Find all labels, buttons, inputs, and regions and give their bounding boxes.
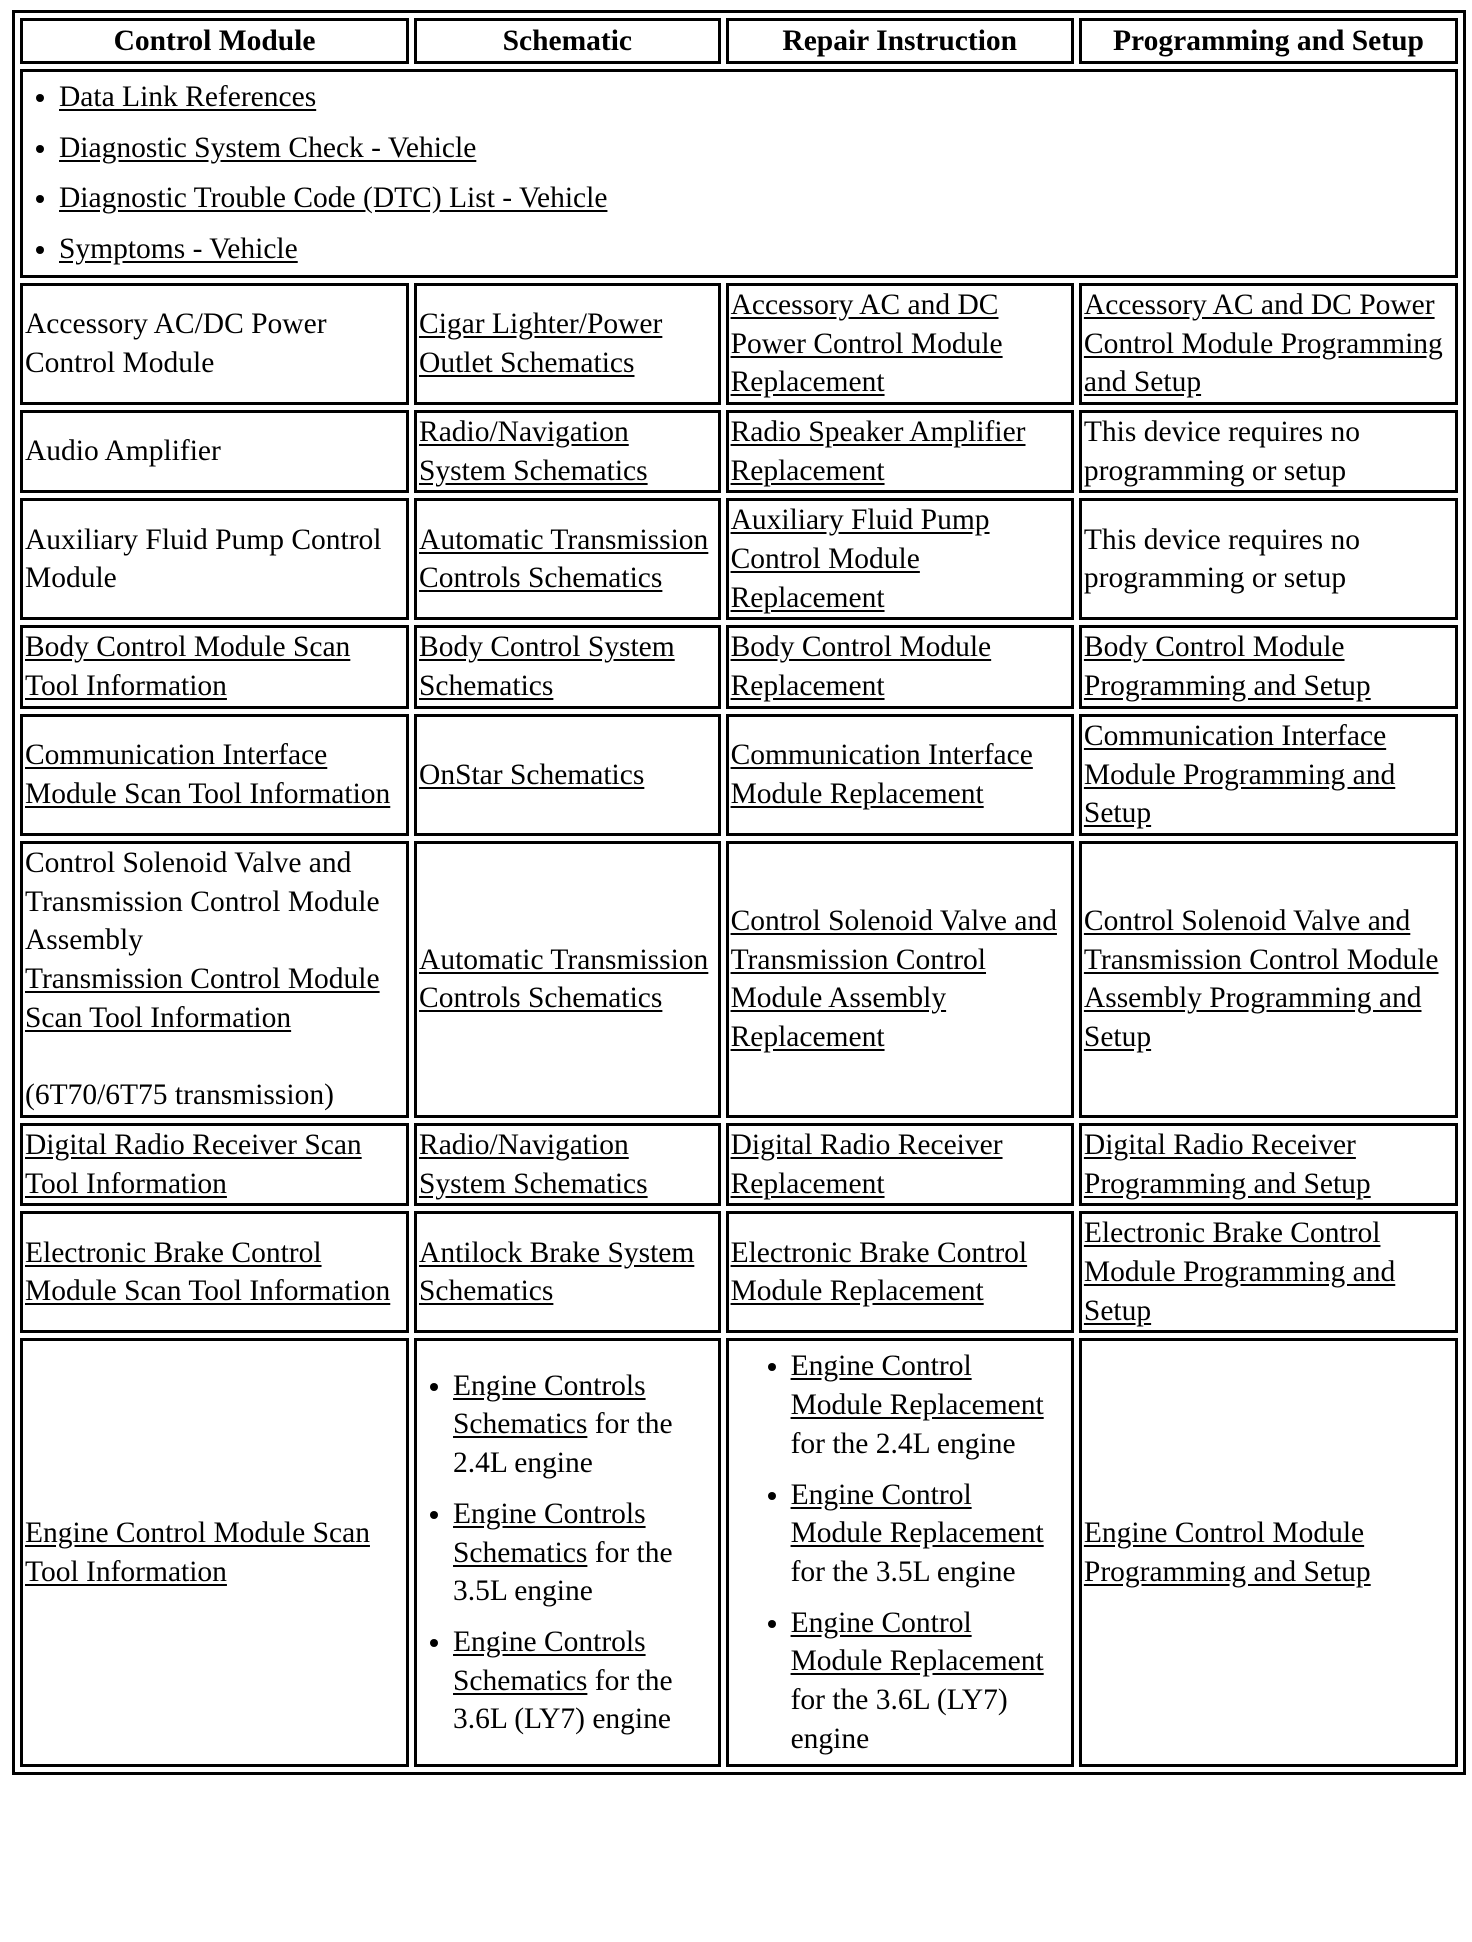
module-link[interactable]: Engine Control Module Scan Tool Information <box>25 1517 370 1588</box>
table-row <box>20 498 1458 620</box>
table-row <box>20 1123 1458 1206</box>
module-link[interactable]: Transmission Control Module Scan Tool Information <box>25 963 380 1034</box>
repair-cell <box>726 714 1074 836</box>
schematic-cell <box>414 1338 721 1767</box>
programming-link[interactable]: Electronic Brake Control Module Programming and Setup <box>1083 1217 1396 1327</box>
repair-cell <box>726 498 1074 620</box>
repair-cell <box>726 283 1074 405</box>
repair-cell <box>726 1123 1074 1206</box>
repair-cell <box>726 410 1074 493</box>
repair-link[interactable]: Control Solenoid Valve and Transmission Control Module Assembly Replacement <box>730 905 1057 1054</box>
engine-suffix: for the 3.5L engine <box>453 1536 673 1608</box>
symptoms-link[interactable]: Symptoms - Vehicle <box>59 233 298 266</box>
data-link-references-link[interactable]: Data Link References <box>59 81 317 113</box>
schematic-link[interactable]: Automatic Transmission Controls Schematics <box>419 523 709 595</box>
programming-link[interactable]: Engine Control Module Programming and Setup <box>1083 1517 1371 1588</box>
schematic-cell <box>414 714 721 836</box>
programming-link[interactable]: Accessory AC and DC Power Control Module Programming and Setup <box>1083 288 1443 399</box>
module-cell <box>20 841 409 1118</box>
dtc-list-link[interactable]: Diagnostic Trouble Code (DTC) List - Vehicle <box>59 182 608 215</box>
repair-link[interactable]: Engine Control Module Replacement <box>790 1606 1044 1678</box>
programming-cell <box>1079 1211 1458 1333</box>
module-cell: Audio Amplifier <box>20 410 409 493</box>
module-cell <box>20 625 409 708</box>
programming-cell <box>1079 283 1458 405</box>
repair-cell <box>726 1211 1074 1333</box>
repair-list <box>731 1341 1069 1764</box>
list-item <box>453 1617 716 1745</box>
engine-suffix: for the 3.6L (LY7) engine <box>790 1684 1008 1755</box>
module-cell <box>20 714 409 836</box>
schematic-link[interactable]: Antilock Brake System Schematics <box>419 1236 695 1308</box>
table-row <box>20 841 1458 1118</box>
header-repair-instruction: Repair Instruction <box>726 18 1074 64</box>
table-row <box>20 625 1458 708</box>
schematic-cell <box>414 1123 721 1206</box>
schematic-link[interactable]: Radio/Navigation System Schematics <box>419 1128 648 1200</box>
engine-suffix: for the 3.6L (LY7) engine <box>453 1664 673 1736</box>
schematic-link[interactable]: OnStar Schematics <box>419 758 645 791</box>
repair-cell <box>726 841 1074 1118</box>
programming-link[interactable]: Body Control Module Programming and Setup <box>1083 631 1371 703</box>
programming-link[interactable]: Communication Interface Module Programming and Setup <box>1083 719 1396 830</box>
schematic-link[interactable]: Engine Controls Schematics <box>453 1625 646 1697</box>
module-link[interactable]: Electronic Brake Control Module Scan Tool Information <box>25 1236 391 1308</box>
schematic-link[interactable]: Engine Controls Schematics <box>453 1497 646 1569</box>
repair-link[interactable]: Body Control Module Replacement <box>730 631 992 703</box>
table-row <box>20 1211 1458 1333</box>
table-row <box>20 283 1458 405</box>
programming-cell <box>1079 1123 1458 1206</box>
module-name: Control Solenoid Valve and Transmission Control Module Assembly <box>25 846 380 957</box>
schematic-cell <box>414 625 721 708</box>
list-item <box>59 72 1453 123</box>
module-link[interactable]: Communication Interface Module Scan Tool Information <box>25 739 391 810</box>
repair-link[interactable]: Engine Control Module Replacement <box>790 1350 1044 1422</box>
module-cell: Auxiliary Fluid Pump Control Module <box>20 498 409 620</box>
schematic-cell <box>414 1211 721 1333</box>
table-row <box>20 714 1458 836</box>
list-item <box>791 1598 1069 1765</box>
list-item <box>453 1489 716 1617</box>
header-programming: Programming and Setup <box>1079 18 1458 64</box>
programming-cell <box>1079 625 1458 708</box>
repair-link[interactable]: Accessory AC and DC Power Control Module Replacement <box>730 288 1003 399</box>
programming-cell: This device requires no programming or setup <box>1079 410 1458 493</box>
table-row <box>20 410 1458 493</box>
reference-links-cell <box>20 69 1458 278</box>
programming-cell <box>1079 714 1458 836</box>
schematic-list <box>419 1361 716 1745</box>
list-item <box>791 1341 1069 1469</box>
list-item <box>59 123 1453 174</box>
header-schematic: Schematic <box>414 18 721 64</box>
module-link[interactable]: Body Control Module Scan Tool Information <box>25 631 351 703</box>
control-module-table <box>12 10 1466 1775</box>
repair-link[interactable]: Electronic Brake Control Module Replacement <box>730 1236 1028 1308</box>
module-note: (6T70/6T75 transmission) <box>25 1079 334 1112</box>
schematic-cell <box>414 283 721 405</box>
programming-link[interactable]: Control Solenoid Valve and Transmission Control Module Assembly Programming and Setup <box>1083 905 1439 1054</box>
engine-suffix: for the 3.5L engine <box>790 1555 1016 1588</box>
reference-links-list <box>25 72 1453 275</box>
schematic-cell <box>414 410 721 493</box>
module-cell <box>20 1211 409 1333</box>
list-item <box>453 1361 716 1489</box>
list-item <box>791 1470 1069 1598</box>
programming-cell <box>1079 1338 1458 1767</box>
diagnostic-system-check-link[interactable]: Diagnostic System Check - Vehicle <box>59 131 477 164</box>
list-item <box>59 224 1453 275</box>
schematic-link[interactable]: Body Control System Schematics <box>419 631 675 703</box>
programming-link[interactable]: Digital Radio Receiver Programming and Setup <box>1083 1128 1371 1200</box>
programming-cell <box>1079 841 1458 1118</box>
module-cell <box>20 1338 409 1767</box>
repair-link[interactable]: Digital Radio Receiver Replacement <box>730 1128 1003 1200</box>
schematic-link[interactable]: Radio/Navigation System Schematics <box>419 415 648 487</box>
module-link[interactable]: Digital Radio Receiver Scan Tool Information <box>25 1128 362 1200</box>
table-row <box>20 1338 1458 1767</box>
repair-link[interactable]: Auxiliary Fluid Pump Control Module Replacement <box>730 504 990 614</box>
reference-links-row <box>20 69 1458 278</box>
repair-cell <box>726 1338 1074 1767</box>
programming-cell: This device requires no programming or setup <box>1079 498 1458 620</box>
module-cell <box>20 1123 409 1206</box>
schematic-link[interactable]: Cigar Lighter/Power Outlet Schematics <box>419 308 663 379</box>
header-control-module: Control Module <box>20 18 409 64</box>
repair-cell <box>726 625 1074 708</box>
list-item <box>59 173 1453 224</box>
module-cell: Accessory AC/DC Power Control Module <box>20 283 409 405</box>
repair-link[interactable]: Radio Speaker Amplifier Replacement <box>730 415 1026 487</box>
repair-link[interactable]: Engine Control Module Replacement <box>790 1478 1044 1550</box>
repair-link[interactable]: Communication Interface Module Replacement <box>730 739 1033 810</box>
engine-suffix: for the 2.4L engine <box>453 1408 673 1480</box>
header-row <box>20 18 1458 64</box>
engine-suffix: for the 2.4L engine <box>790 1427 1016 1460</box>
schematic-link[interactable]: Automatic Transmission Controls Schematics <box>419 943 709 1015</box>
schematic-link[interactable]: Engine Controls Schematics <box>453 1369 646 1441</box>
schematic-cell <box>414 841 721 1118</box>
schematic-cell <box>414 498 721 620</box>
